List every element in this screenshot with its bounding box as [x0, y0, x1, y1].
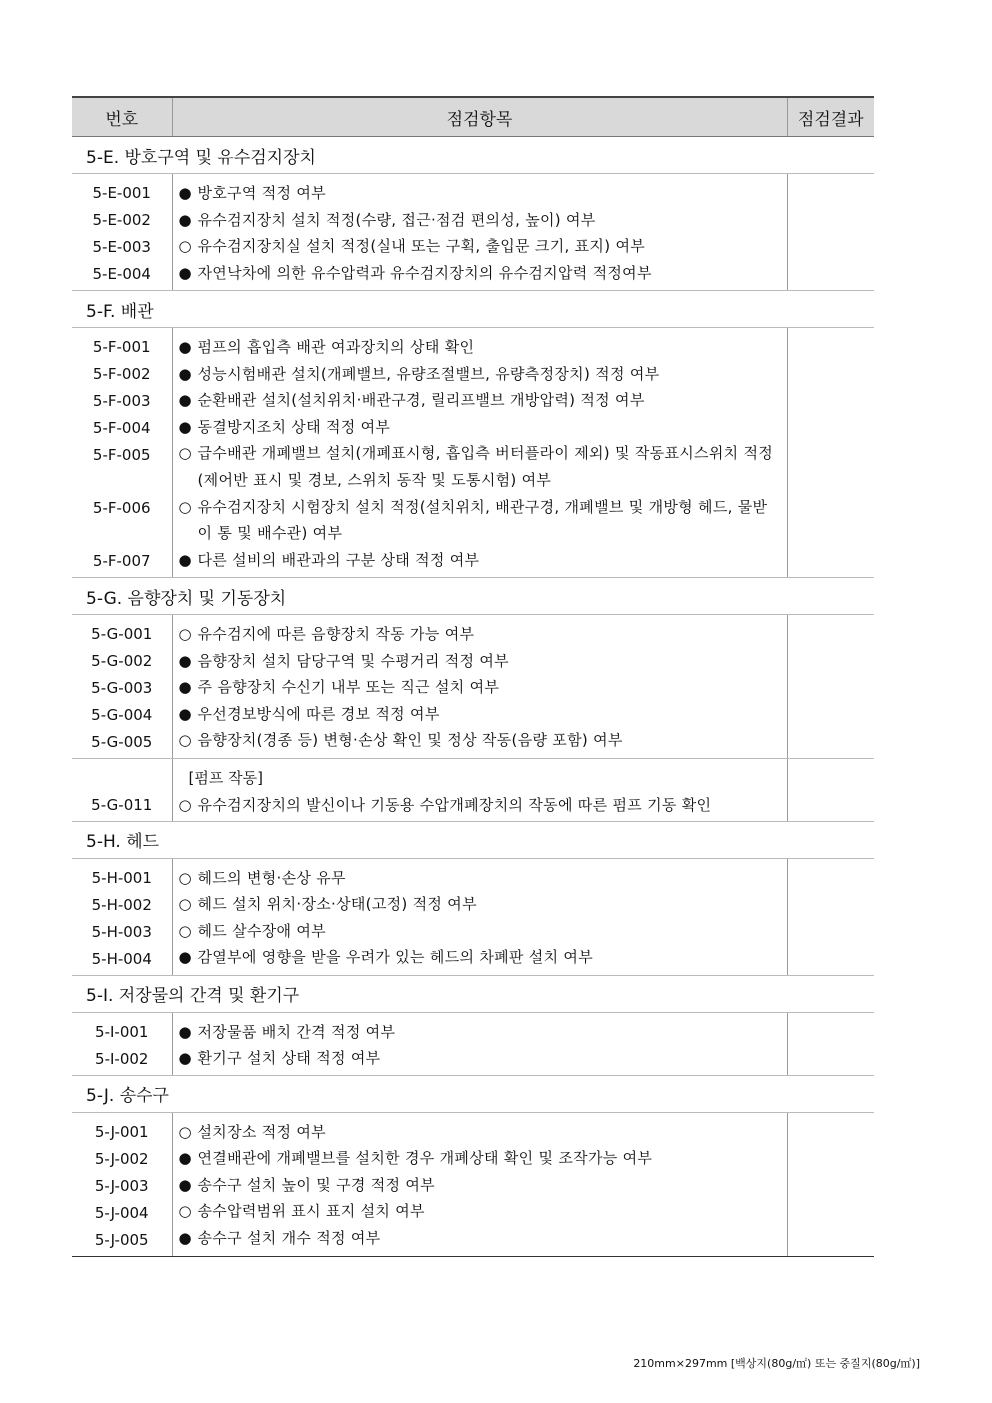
item-marker: ○ [178, 1202, 192, 1221]
section-header-row [72, 291, 874, 328]
item-number: 5-G-004 [91, 706, 153, 724]
item-text: 유수검지에 따른 음향장치 작동 가능 여부 [197, 625, 475, 643]
item-number: 5-E-003 [92, 238, 151, 256]
checklist-item [179, 891, 781, 918]
checklist-item [179, 1198, 781, 1225]
checklist-item [179, 1145, 781, 1172]
checklist-item [179, 387, 781, 414]
section-title: 5-E. 방호구역 및 유수검지장치 [72, 137, 874, 174]
item-number: 5-G-001 [91, 625, 153, 643]
result-cell[interactable] [787, 759, 874, 822]
section-title: 5-H. 헤드 [72, 821, 874, 858]
item-text: 설치장소 적정 여부 [197, 1122, 326, 1141]
result-cell[interactable] [787, 328, 874, 578]
item-texts-cell [172, 1112, 787, 1256]
item-text: 송수구 설치 높이 및 구경 적정 여부 [197, 1175, 435, 1194]
item-texts-cell [172, 759, 787, 822]
checklist-item [179, 440, 781, 493]
checklist-item [179, 414, 781, 441]
item-text: 우선경보방식에 따른 경보 적정 여부 [197, 704, 440, 723]
item-texts-cell [172, 615, 787, 759]
item-number: 5-G-005 [91, 733, 153, 751]
item-marker: ● [178, 210, 192, 229]
checklist-item [179, 648, 781, 675]
item-marker: ● [178, 391, 192, 410]
item-number: 5-H-002 [91, 895, 152, 914]
item-marker: ○ [178, 237, 192, 256]
item-marker: ○ [178, 921, 192, 940]
item-marker: ● [178, 1149, 192, 1168]
inspection-checklist-table [72, 96, 874, 1257]
checklist-item [179, 260, 781, 287]
checklist-block [72, 759, 874, 822]
item-texts-cell [172, 1012, 787, 1075]
item-text: 방호구역 적정 여부 [197, 184, 326, 202]
item-number: 5-I-002 [95, 1049, 149, 1068]
item-text: 다른 설비의 배관과의 구분 상태 적정 여부 [197, 550, 480, 569]
spacer [72, 765, 172, 792]
checklist-item [179, 361, 781, 388]
item-marker: ● [178, 651, 192, 670]
checklist-item [179, 727, 781, 754]
item-text: 헤드 설치 위치·장소·상태(고정) 적정 여부 [197, 895, 477, 914]
item-text: 헤드의 변형·손상 유무 [197, 868, 346, 887]
checklist-item [179, 865, 781, 892]
item-marker: ● [178, 550, 192, 569]
checklist-item [179, 944, 781, 971]
checklist-block [72, 858, 874, 975]
item-number: 5-F-002 [92, 365, 151, 383]
item-text: 동결방지조치 상태 적정 여부 [197, 417, 391, 436]
section-title: 5-J. 송수구 [72, 1075, 874, 1112]
item-marker: ● [178, 948, 192, 967]
item-number: 5-G-011 [91, 795, 153, 814]
table-header-row [72, 97, 874, 137]
item-text: 음향장치(경종 등) 변형·손상 확인 및 정상 작동(음량 포함) 여부 [197, 731, 623, 750]
item-number: 5-J-005 [94, 1230, 149, 1249]
header-items: 점검항목 [172, 97, 787, 137]
result-cell[interactable] [787, 1112, 874, 1256]
checklist-item [179, 674, 781, 701]
item-number: 5-J-001 [94, 1122, 149, 1141]
item-number: 5-F-007 [92, 552, 151, 570]
item-text: 감열부에 영향을 받을 우려가 있는 헤드의 차폐판 설치 여부 [197, 948, 594, 967]
item-number: 5-E-001 [92, 184, 151, 202]
checklist-item [179, 1119, 781, 1146]
checklist-item [179, 621, 781, 648]
result-cell[interactable] [787, 858, 874, 975]
item-numbers-cell [72, 1012, 172, 1075]
item-numbers-cell [72, 1112, 172, 1256]
section-header-row [72, 137, 874, 174]
item-marker: ○ [178, 868, 192, 887]
item-marker: ○ [178, 731, 192, 750]
item-text: 음향장치 설치 담당구역 및 수평거리 적정 여부 [197, 651, 509, 670]
item-marker: ● [178, 417, 192, 436]
item-number: 5-F-005 [92, 446, 151, 464]
item-marker: ● [178, 263, 192, 282]
item-marker: ○ [178, 895, 192, 914]
section-title: 5-G. 음향장치 및 기동장치 [72, 578, 874, 615]
item-texts-cell [172, 858, 787, 975]
section-title: 5-I. 저장물의 간격 및 환기구 [72, 975, 874, 1012]
item-number: 5-G-002 [91, 652, 153, 670]
item-marker: ○ [178, 625, 192, 643]
checklist-item [179, 180, 781, 207]
item-number: 5-E-002 [92, 211, 151, 229]
item-number: 5-F-001 [92, 338, 151, 356]
item-marker: ● [178, 704, 192, 723]
checklist-item [179, 918, 781, 945]
item-text: 펌프의 흡입측 배관 여과장치의 상태 확인 [197, 338, 475, 356]
item-marker: ○ [178, 1122, 192, 1141]
checklist-item [179, 547, 781, 574]
item-number: 5-F-006 [92, 499, 151, 517]
section-header-row [72, 578, 874, 615]
subheading: [펌프 작동] [188, 769, 263, 787]
item-text: 유수검지장치실 설치 적정(실내 또는 구획, 출입문 크기, 표지) 여부 [197, 237, 646, 256]
result-cell[interactable] [787, 174, 874, 291]
item-marker: ● [178, 338, 192, 356]
checklist-block [72, 615, 874, 759]
item-marker: ● [178, 1175, 192, 1194]
checklist-item [179, 334, 781, 361]
checklist-item [179, 701, 781, 728]
item-marker: ● [178, 678, 192, 697]
checklist-item [179, 207, 781, 234]
section-header-row [72, 1075, 874, 1112]
checklist-item [179, 233, 781, 260]
checklist-item [179, 1172, 781, 1199]
item-marker: ○ [178, 444, 192, 463]
item-text: 유수검지장치 설치 적정(수량, 접근·점검 편의성, 높이) 여부 [197, 210, 596, 229]
header-number: 번호 [72, 97, 172, 137]
item-text: 유수검지장치 시험장치 설치 적정(설치위치, 배관구경, 개폐밸브 및 개방형 헤드, 물받이 통 및 배수관) 여부 [197, 497, 768, 543]
item-number: 5-I-001 [95, 1022, 149, 1041]
item-text: 급수배관 개폐밸브 설치(개폐표시형, 흡입측 버터플라이 제외) 및 작동표시스위치 적정(제어반 표시 및 경보, 스위치 동작 및 도통시험) 여부 [197, 444, 774, 489]
checklist-item [179, 792, 781, 819]
item-marker: ● [178, 184, 192, 202]
item-number: 5-E-004 [92, 265, 151, 283]
item-numbers-cell [72, 858, 172, 975]
table-body [72, 137, 874, 1257]
item-text: 송수구 설치 개수 적정 여부 [197, 1228, 381, 1247]
item-numbers-cell [72, 174, 172, 291]
checklist-block [72, 174, 874, 291]
item-marker: ● [178, 1022, 192, 1041]
item-text: 저장물품 배치 간격 적정 여부 [197, 1022, 396, 1041]
checklist-item [179, 1019, 781, 1046]
item-numbers-cell [72, 328, 172, 578]
item-marker: ● [178, 1228, 192, 1247]
item-number: 5-J-002 [94, 1149, 149, 1168]
section-title: 5-F. 배관 [72, 291, 874, 328]
item-text: 주 음향장치 수신기 내부 또는 직근 설치 여부 [197, 678, 500, 697]
item-number: 5-J-003 [94, 1176, 149, 1195]
item-number: 5-H-001 [91, 868, 152, 887]
checklist-item [179, 1225, 781, 1252]
item-marker: ● [178, 364, 192, 383]
checklist-item [179, 1045, 781, 1072]
result-cell[interactable] [787, 615, 874, 759]
checklist-block [72, 1012, 874, 1075]
item-marker: ○ [178, 497, 192, 516]
item-text: 헤드 살수장애 여부 [197, 921, 326, 940]
item-texts-cell [172, 174, 787, 291]
item-numbers-cell [72, 759, 172, 822]
checklist-block [72, 328, 874, 578]
item-text: 성능시험배관 설치(개폐밸브, 유량조절밸브, 유량측정장치) 적정 여부 [197, 364, 660, 383]
item-number: 5-F-003 [92, 392, 151, 410]
item-number: 5-H-004 [91, 949, 152, 968]
item-numbers-cell [72, 615, 172, 759]
item-marker: ● [178, 1049, 192, 1068]
section-header-row [72, 821, 874, 858]
section-header-row [72, 975, 874, 1012]
item-text: 송수압력범위 표시 표지 설치 여부 [197, 1202, 425, 1221]
checklist-item [179, 494, 781, 547]
item-text: 자연낙차에 의한 유수압력과 유수검지장치의 유수검지압력 적정여부 [197, 263, 652, 282]
item-text: 환기구 설치 상태 적정 여부 [197, 1049, 381, 1068]
item-number: 5-J-004 [94, 1203, 149, 1222]
item-texts-cell [172, 328, 787, 578]
item-marker: ○ [178, 795, 192, 814]
paper-spec-footer: 210mm×297mm [백상지(80g/㎡) 또는 중질지(80g/㎡)] [633, 1357, 920, 1370]
item-text: 순환배관 설치(설치위치·배관구경, 릴리프밸브 개방압력) 적정 여부 [197, 391, 645, 410]
item-number: 5-G-003 [91, 679, 153, 697]
item-text: 연결배관에 개폐밸브를 설치한 경우 개폐상태 확인 및 조작가능 여부 [197, 1149, 653, 1168]
result-cell[interactable] [787, 1012, 874, 1075]
item-text: 유수검지장치의 발신이나 기동용 수압개폐장치의 작동에 따른 펌프 기동 확인 [197, 795, 712, 814]
item-number: 5-H-003 [91, 922, 152, 941]
item-number: 5-F-004 [92, 419, 151, 437]
header-result: 점검결과 [787, 97, 874, 137]
checklist-block [72, 1112, 874, 1256]
